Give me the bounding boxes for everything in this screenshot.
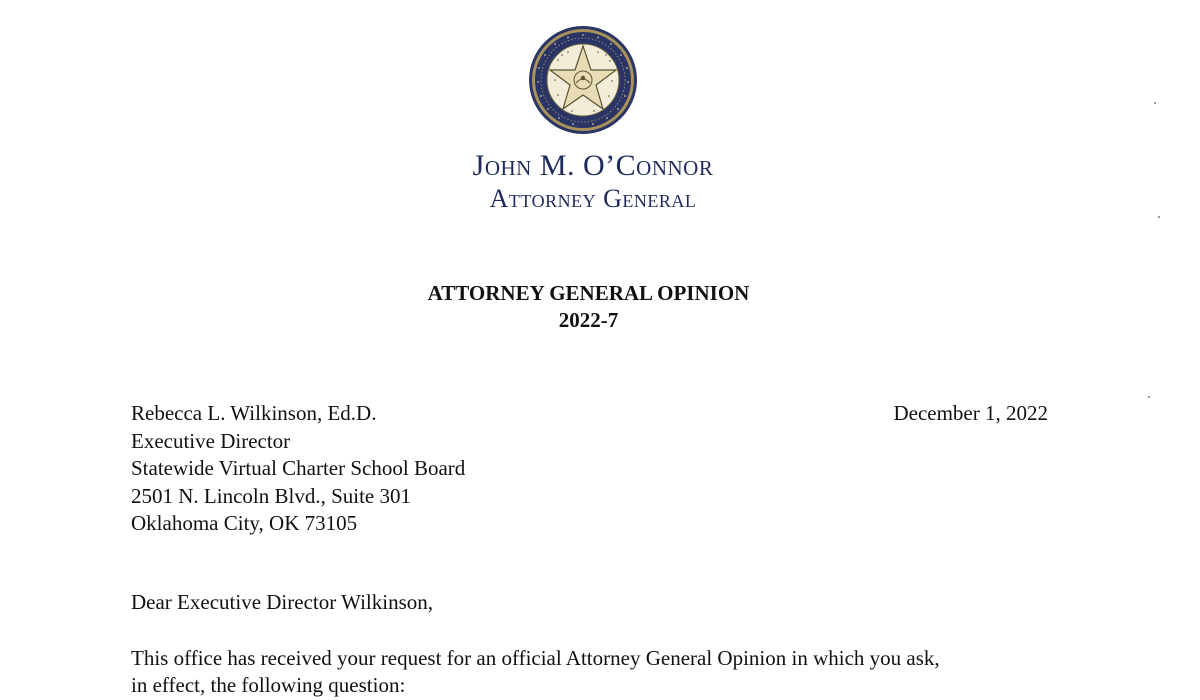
recipient-city: Oklahoma City, OK 73105 — [131, 511, 358, 535]
letterhead-title: Attorney General — [489, 184, 697, 213]
letter-date: December 1, 2022 — [893, 401, 1048, 425]
recipient-name: Rebecca L. Wilkinson, Ed.D. — [131, 401, 377, 425]
recipient-address-block — [131, 400, 465, 538]
oklahoma-state-seal-icon — [528, 25, 638, 135]
recipient-street: 2501 N. Lincoln Blvd., Suite 301 — [131, 483, 411, 508]
opinion-heading: ATTORNEY GENERAL OPINION — [427, 281, 750, 305]
recipient-organization: Statewide Virtual Charter School Board — [131, 456, 466, 480]
scan-speck — [1148, 396, 1150, 398]
salutation: Dear Executive Director Wilkinson, — [131, 590, 433, 614]
body-paragraph — [131, 645, 1061, 699]
letterhead-name: John M. O’Connor — [472, 149, 714, 182]
scan-speck — [1158, 216, 1160, 218]
body-line: This office has received your request for an official Attorney General Opinion in which you ask, — [131, 646, 940, 670]
scan-speck — [1154, 102, 1156, 104]
body-line: in effect, the following question: — [131, 673, 406, 697]
opinion-number: 2022-7 — [558, 308, 619, 332]
recipient-title: Executive Director — [131, 428, 291, 453]
